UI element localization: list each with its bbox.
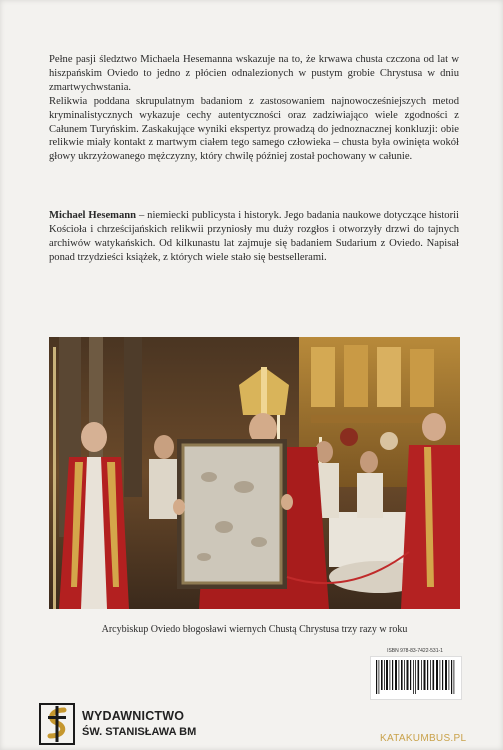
publisher-mark xyxy=(38,702,238,746)
author-bio-text: – niemiecki publicysta i historyk. Jego badania naukowe dotyczące historii Kościoła i chrześcijańskich relikwii przyniosły mu duży rozgłos i otworzyły drzwi do tajnych archiwów watykańskich. Od kilkunastu lat zajmuje się badaniem Sudarium z Oviedo. Napisał ponad trzydzieści książek, z których wiele stało się bestsellerami. xyxy=(49,210,459,263)
author-name: Michael Hesemann xyxy=(49,210,137,221)
blurb-paragraph-2: Relikwia poddana skrupulatnym badaniom z zastosowaniem najnowocześniejszych metod kryminalistycznych wykazuje cechy autentyczności oraz zadziwiająco wiele zgodności z Całunem Turyńskim. Zaskakujące wyniki ekspertyz prowadzą do jednoznacznej konkluzji: obie relikwie miały kontakt z martwym ciałem tego samego człowieka – chusta była owinięta wokół głowy ukrzyżowanego mężczyzny, który chwilę później został pochowany w całunie. xyxy=(49,95,459,163)
barcode xyxy=(370,656,462,700)
author-bio xyxy=(49,209,459,265)
isbn-text: ISBN 978-83-7422-531-1 xyxy=(387,648,443,654)
author-bio-paragraph xyxy=(49,209,459,265)
procession-photo xyxy=(49,337,460,609)
blurb-paragraph-1: Pełne pasji śledztwo Michaela Hesemanna wskazuje na to, że krwawa chusta czczona od lat w hiszpańskim Oviedo to jedno z płócien odnalezionych w pustym grobie Chrystusa w dniu zmartwychwstania. xyxy=(49,54,459,93)
procession-photo-illustration xyxy=(49,337,460,609)
publisher-name-line1: WYDAWNICTWO xyxy=(82,709,185,723)
back-cover-blurb xyxy=(49,53,459,164)
barcode-icon xyxy=(371,657,461,699)
site-watermark: KATAKUMBUS.PL xyxy=(380,733,467,744)
publisher-name-line2: ŚW. STANISŁAWA BM xyxy=(82,726,197,738)
photo-caption: Arcybiskup Oviedo błogosławi wiernych Chustą Chrystusa trzy razy w roku xyxy=(101,624,408,635)
publisher-logo-icon xyxy=(38,702,76,746)
